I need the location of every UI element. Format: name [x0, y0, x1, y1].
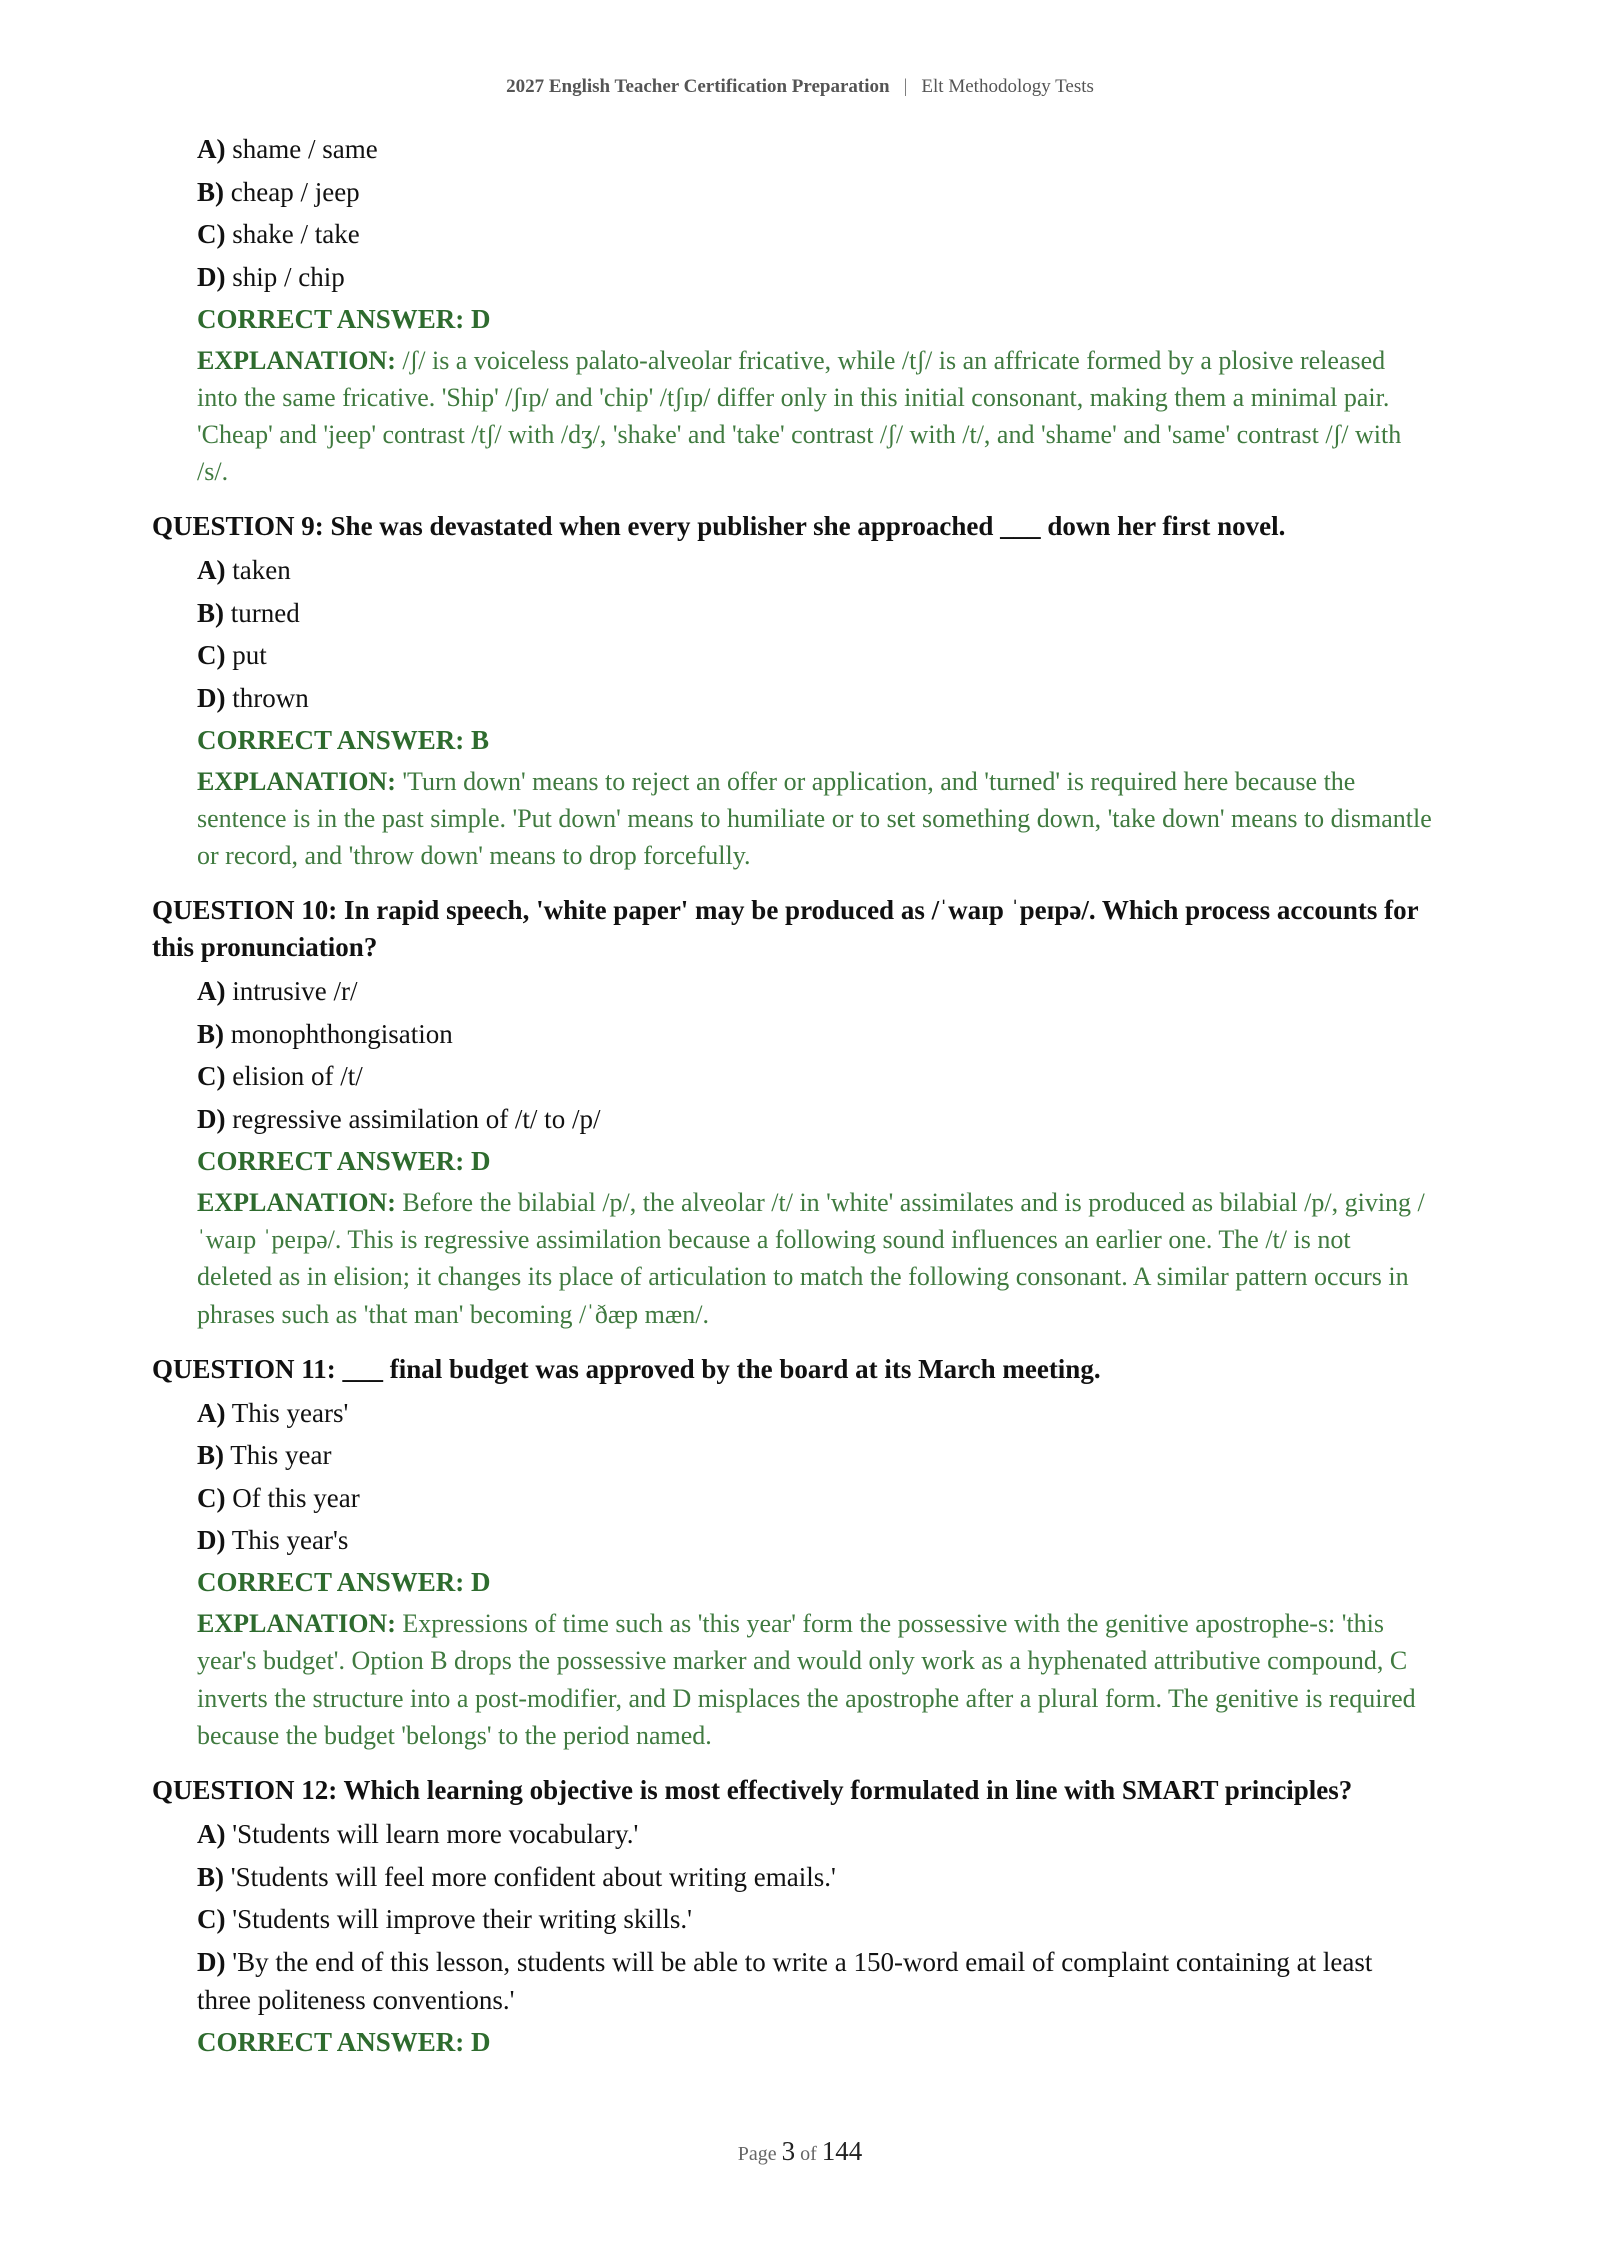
- footer-total-pages: 144: [821, 2136, 863, 2166]
- option-letter: C): [197, 640, 226, 671]
- page-footer: [0, 2136, 1600, 2167]
- question-block-11: [152, 1351, 1432, 1754]
- explanation-text: 'Turn down' means to reject an offer or application, and 'turned' is required here because the sentence is in the past simple. 'Put down' means to humiliate or to set something down, 'take down' means to dismantle or record, and 'throw down' means to drop forcefully.: [197, 766, 1432, 871]
- option-c: [197, 1479, 1432, 1517]
- correct-answer: CORRECT ANSWER: D: [197, 2026, 491, 2057]
- option-letter: B): [197, 176, 224, 207]
- option-letter: B): [197, 1861, 224, 1892]
- option-b: [197, 173, 1432, 211]
- explanation-text: Before the bilabial /p/, the alveolar /t/ in 'white' assimilates and is produced as bilabial /p/, giving /ˈwaɪp ˈpeɪpə/. This is regressive assimilation because a following sound influences an earlier one. The /t/ is not deleted as in elision; it changes its place of articulation to match the following consonant. A similar pattern occurs in phrases such as 'that man' becoming /ˈðæp mæn/.: [197, 1187, 1425, 1329]
- question-9-title: QUESTION 9: She was devastated when every publisher she approached ___ down her first novel.: [152, 511, 1286, 542]
- option-text: put: [232, 640, 267, 671]
- correct-answer: CORRECT ANSWER: D: [197, 1145, 491, 1176]
- option-text: elision of /t/: [232, 1061, 363, 1092]
- option-c: [197, 1057, 1432, 1095]
- option-letter: C): [197, 219, 226, 249]
- option-a: [197, 130, 1432, 168]
- option-letter: C): [197, 1061, 226, 1092]
- option-text: thrown: [232, 682, 309, 713]
- explanation: [197, 763, 1432, 875]
- option-text: Of this year: [232, 1482, 360, 1513]
- question-12-title: QUESTION 12: Which learning objective is most effectively formulated in line with SMART principles?: [152, 1775, 1353, 1806]
- option-letter: B): [197, 1440, 224, 1471]
- explanation-text: Expressions of time such as 'this year' form the possessive with the genitive apostrophe-s: 'this year's budget'. Option B drops the possessive marker and would only work as a hyphenated attributive compound, C inverts the structure into a post-modifier, and D misplaces the apostrophe after a plural form. The genitive is required because the budget 'belongs' to the period named.: [197, 1609, 1416, 1750]
- option-c: [197, 636, 1432, 674]
- option-b: [197, 594, 1432, 632]
- correct-answer: CORRECT ANSWER: D: [197, 1567, 491, 1598]
- question-block-10: [152, 892, 1432, 1332]
- option-text: 'Students will learn more vocabulary.': [232, 1819, 639, 1850]
- explanation-label: EXPLANATION:: [197, 1187, 396, 1217]
- option-letter: A): [197, 555, 226, 586]
- explanation-text: /ʃ/ is a voiceless palato-alveolar fricative, while /tʃ/ is an affricate formed by a plosive released into the same fricative. 'Ship' /ʃɪp/ and 'chip' /tʃɪp/ differ only in this initial consonant, making them a minimal pair. 'Cheap' and 'jeep' contrast /tʃ/ with /dʒ/, 'shake' and 'take' contrast /ʃ/ with /t/, and 'shame' and 'same' contrast /ʃ/ with /s/.: [197, 345, 1402, 487]
- option-text: monophthongisation: [230, 1018, 453, 1049]
- option-text: ship / chip: [232, 261, 345, 292]
- header-separator: |: [903, 76, 908, 97]
- option-text: This year: [230, 1440, 332, 1471]
- option-letter: D): [197, 261, 226, 292]
- option-a: [197, 1394, 1432, 1432]
- option-letter: D): [197, 682, 226, 713]
- option-text: 'By the end of this lesson, students will be able to write a 150-word email of complaint containing at least three politeness conventions.': [197, 1946, 1373, 2015]
- option-d: [197, 1100, 1432, 1138]
- option-d: [197, 679, 1432, 717]
- option-text: This year's: [231, 1525, 349, 1556]
- option-c: [197, 1900, 1432, 1938]
- footer-page-number: 3: [781, 2136, 796, 2166]
- question-block-12: [152, 1772, 1432, 2061]
- explanation-label: EXPLANATION:: [197, 345, 396, 375]
- question-block-9: [152, 508, 1432, 874]
- option-d: [197, 258, 1432, 296]
- option-d: [197, 1521, 1432, 1559]
- option-letter: D): [197, 1946, 226, 1977]
- option-letter: A): [197, 1819, 226, 1850]
- option-text: This years': [231, 1397, 349, 1428]
- option-a: [197, 1815, 1432, 1853]
- header-title: 2027 English Teacher Certification Preparation: [506, 76, 890, 97]
- explanation: [197, 342, 1432, 491]
- header-subtitle: Elt Methodology Tests: [921, 76, 1094, 97]
- option-letter: C): [197, 1482, 226, 1513]
- option-a: [197, 972, 1432, 1010]
- option-a: [197, 551, 1432, 589]
- option-letter: A): [197, 976, 226, 1007]
- option-text: taken: [232, 555, 291, 586]
- explanation: [197, 1184, 1432, 1333]
- explanation-label: EXPLANATION:: [197, 1609, 396, 1639]
- option-b: [197, 1015, 1432, 1053]
- page-header: [0, 76, 1600, 98]
- explanation: [197, 1605, 1432, 1754]
- option-text: shame / same: [232, 134, 378, 164]
- footer-of-word: of: [800, 2143, 817, 2165]
- option-text: intrusive /r/: [232, 976, 358, 1007]
- option-letter: B): [197, 1018, 224, 1049]
- option-letter: C): [197, 1904, 226, 1935]
- question-10-title: QUESTION 10: In rapid speech, 'white paper' may be produced as /ˈwaɪp ˈpeɪpə/. Which process accounts for this pronunciation?: [152, 895, 1419, 963]
- option-letter: B): [197, 597, 224, 628]
- option-text: shake / take: [232, 219, 360, 249]
- option-b: [197, 1436, 1432, 1474]
- option-text: regressive assimilation of /t/ to /p/: [232, 1103, 601, 1134]
- footer-page-word: Page: [737, 2143, 777, 2165]
- option-letter: D): [197, 1103, 226, 1134]
- correct-answer: CORRECT ANSWER: D: [197, 303, 491, 334]
- option-letter: D): [197, 1525, 226, 1556]
- correct-answer: CORRECT ANSWER: B: [197, 724, 490, 755]
- option-letter: A): [197, 1397, 226, 1428]
- option-text: turned: [230, 597, 300, 628]
- option-b: [197, 1858, 1432, 1896]
- question-block-8: [152, 130, 1432, 490]
- explanation-label: EXPLANATION:: [197, 766, 396, 796]
- page-content: [152, 130, 1432, 2061]
- option-text: 'Students will feel more confident about writing emails.': [230, 1861, 836, 1892]
- option-d: [197, 1943, 1432, 2019]
- option-c: [197, 215, 1432, 253]
- option-text: cheap / jeep: [230, 176, 360, 207]
- option-text: 'Students will improve their writing skills.': [232, 1904, 692, 1935]
- option-letter: A): [197, 134, 226, 164]
- question-11-title: QUESTION 11: ___ final budget was approved by the board at its March meeting.: [152, 1353, 1101, 1384]
